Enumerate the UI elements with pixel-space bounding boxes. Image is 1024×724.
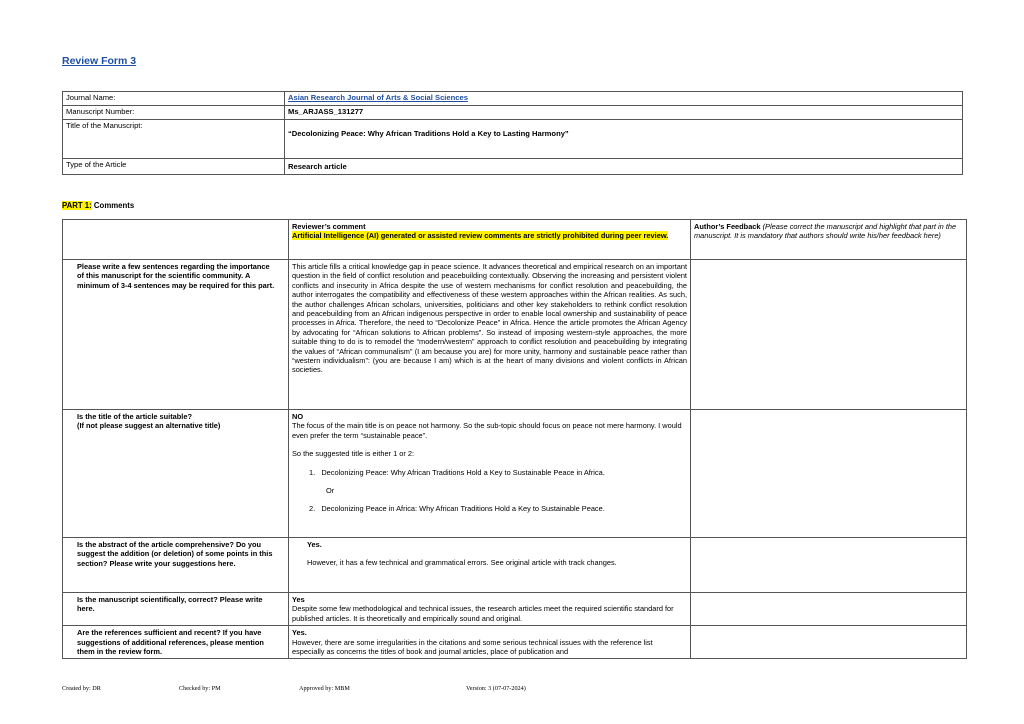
answer-scientific: Yes [292, 595, 305, 604]
ai-notice: Artificial Intelligence (AI) generated or assisted review comments are strictly prohibited during peer review. [292, 231, 669, 241]
part-heading [62, 201, 134, 210]
comment-importance: This article fills a critical knowledge gap in peace science. It advances theoretical and empirical research on an important question in the field of conflict resolution and peacebuilding contextually. Observing the increasing and persistent violent conflicts and insecurity in Africa despite the use of western mechanisms for conflict resolution and peacebuilding, the author interrogates the compatibility and effectiveness of these western approaches within the African realities. As such, the author challenges African scholars, universities, politicians and other key stakeholders to rethink conflict resolution and peacebuilding from an African indigenous perspective in order to enable local ownership and sustainability of peace processes in Africa. Therefore, the need to “Decolonize Peace” in Africa. Hence the article promotes the African Agency by advocating for “African solutions to African problems”. So instead of imposing western-style approaches, the more suitable thing to do is to remodel the “modern/western” approach to conflict resolution and peacebuilding by integrating the values of “African communalism” (I am because you are) for more unity, harmony and sustainable peace rather than “western individualism”: (you are because I am) which is at the heart of many divisions and violent conflicts in African societies. [289, 260, 691, 410]
manuscript-number-row [63, 106, 963, 120]
answer-title: NO [292, 412, 304, 421]
footer-created: Created by: DR [62, 685, 101, 692]
answer-abstract: Yes. [307, 540, 322, 549]
manuscript-info-table [62, 91, 963, 175]
table-row [63, 410, 967, 538]
answer-references: Yes. [292, 628, 307, 638]
question-references: Are the references sufficient and recent? If you have suggestions of additional references, please mention them in the review form. [63, 626, 289, 659]
title-text-2: So the suggested title is either 1 or 2: [292, 449, 415, 459]
table-row [63, 593, 967, 626]
reviewer-comment-label: Reviewer’s comment [292, 222, 366, 231]
references-text: However, there are some irregularities in the citations and some serious technical issues with the reference list especially as concerns the titles of book and journal articles, place of publication and [292, 637, 653, 657]
question-title: Is the title of the article suitable? (If not please suggest an alternative title) [63, 410, 289, 538]
author-feedback-header [691, 220, 967, 260]
title-option-2: 2. Decolonizing Peace in Africa: Why African Traditions Hold a Key to Sustainable Peace. [309, 504, 605, 514]
scientific-text: Despite some few methodological and technical issues, the research articles meet the required scientific standard for published articles. It is theoretically and empirically sound and original. [292, 604, 674, 623]
empty-header-cell [63, 220, 289, 260]
manuscript-number-value: Ms_ARJASS_131277 [285, 106, 963, 120]
title-text-1: The focus of the main title is on peace not harmony. So the sub-topic should focus on peace not mere harmony. I would even prefer the term “sustainable peace”. [292, 421, 682, 440]
manuscript-title-label: Title of the Manuscript: [63, 120, 285, 159]
footer-checked: Checked by: PM [179, 685, 221, 692]
comment-title [289, 410, 691, 538]
author-feedback-cell[interactable] [691, 410, 967, 538]
reviewer-comment-header [289, 220, 691, 260]
form-title: Review Form 3 [62, 55, 137, 67]
comment-abstract [289, 538, 691, 593]
question-importance: Please write a few sentences regarding the importance of this manuscript for the scientific community. A minimum of 3-4 sentences may be required for this part. [63, 260, 289, 410]
article-type-label: Type of the Article [63, 159, 285, 175]
part-title: Comments [93, 201, 135, 210]
article-type-row [63, 159, 963, 175]
footer-version: Version: 3 (07-07-2024) [466, 685, 526, 692]
footer-approved: Approved by: MBM [299, 685, 350, 692]
author-feedback-cell[interactable] [691, 593, 967, 626]
part-label: PART 1: [62, 201, 92, 210]
table-row [63, 538, 967, 593]
manuscript-number-label: Manuscript Number: [63, 106, 285, 120]
question-abstract: Is the abstract of the article comprehensive? Do you suggest the addition (or deletion) of some points in this section? Please write your suggestions here. [63, 538, 289, 593]
title-option-1: 1. Decolonizing Peace: Why African Traditions Hold a Key to Sustainable Peace in Africa. [309, 467, 605, 477]
author-feedback-cell[interactable] [691, 626, 967, 659]
comments-table [62, 219, 967, 659]
article-type-value: Research article [285, 159, 963, 175]
manuscript-title-row [63, 120, 963, 159]
manuscript-title-value: “Decolonizing Peace: Why African Traditions Hold a Key to Lasting Harmony” [285, 120, 963, 159]
comments-header-row [63, 220, 967, 260]
journal-link[interactable]: Asian Research Journal of Arts & Social Sciences [288, 93, 468, 102]
author-feedback-cell[interactable] [691, 538, 967, 593]
comment-references [289, 626, 691, 659]
table-row [63, 260, 967, 410]
question-scientific: Is the manuscript scientifically, correct? Please write here. [63, 593, 289, 626]
table-row [63, 626, 967, 659]
journal-row [63, 92, 963, 106]
author-feedback-label: Author’s Feedback [694, 222, 761, 231]
author-feedback-cell[interactable] [691, 260, 967, 410]
comment-scientific [289, 593, 691, 626]
author-feedback-note: (Please correct the manuscript and highlight that part in the manuscript. It is mandatory that authors should write his/her feedback here) [694, 222, 957, 241]
journal-label: Journal Name: [63, 92, 285, 106]
title-or: Or [326, 486, 335, 496]
abstract-text: However, it has a few technical and grammatical errors. See original article with track changes. [307, 558, 617, 568]
